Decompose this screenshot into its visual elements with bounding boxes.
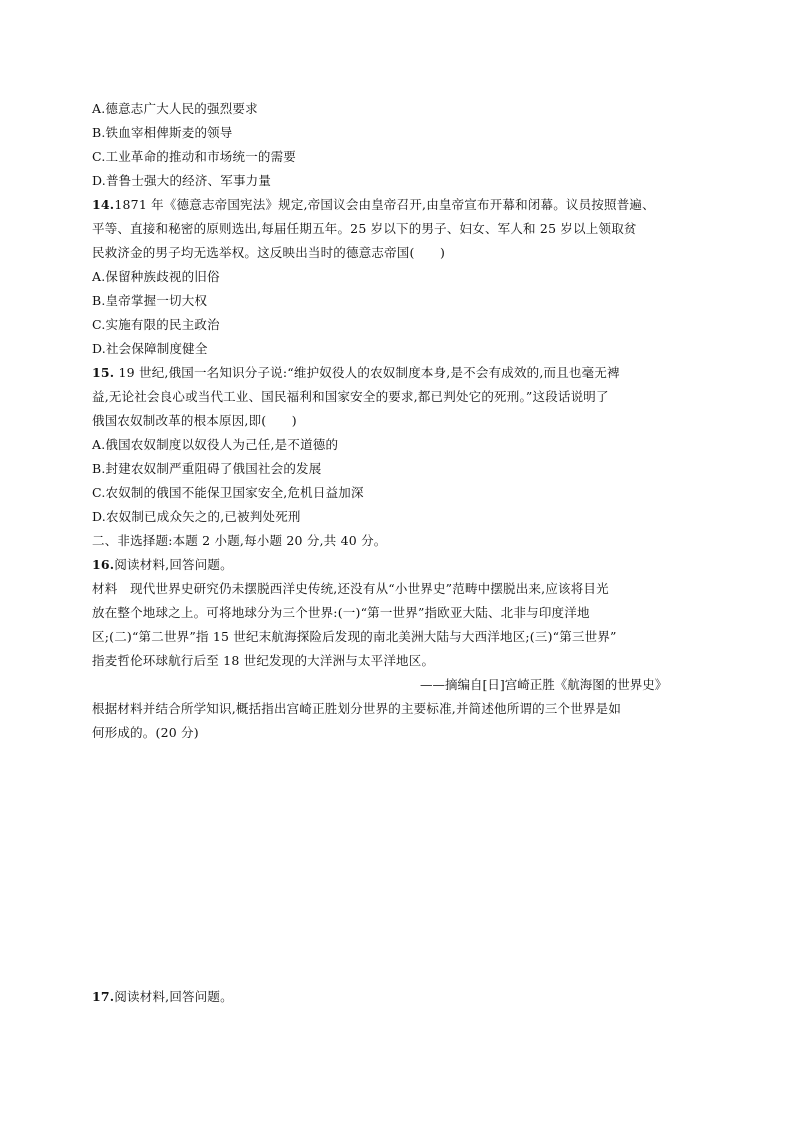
q16-material-line-4: 指麦哲伦环球航行后至 18 世纪发现的大洋洲与太平洋地区。 [92, 653, 435, 668]
q16-question-line-2: 何形成的。(20 分) [92, 725, 199, 740]
q14-line-2: 平等、直接和秘密的原则选出,每届任期五年。25 岁以下的男子、妇女、军人和 25 岁以上领取贫 [92, 221, 637, 236]
q13-option-d: D.普鲁士强大的经济、军事力量 [92, 173, 272, 188]
q14-line-1: 14.1871 年《德意志帝国宪法》规定,帝国议会由皇帝召开,由皇帝宣布开幕和闭幕。议员按照普遍、 [92, 197, 655, 212]
q15-option-c: C.农奴制的俄国不能保卫国家安全,危机日益加深 [92, 485, 364, 500]
q14-line-3: 民救济金的男子均无选举权。这反映出当时的德意志帝国( ) [92, 245, 446, 260]
q13-option-a: A.德意志广大人民的强烈要求 [92, 101, 258, 116]
section-2-heading: 二、非选择题:本题 2 小题,每小题 20 分,共 40 分。 [92, 533, 387, 548]
q15-line-2: 益,无论社会良心或当代工业、国民福利和国家安全的要求,都已判处它的死刑。”这段话说明了 [92, 389, 609, 404]
q15-option-a: A.俄国农奴制度以奴役人为己任,是不道德的 [92, 437, 339, 452]
q16-number: 16. [92, 557, 115, 572]
q15-number: 15. [92, 365, 115, 380]
q14-option-b: B.皇帝掌握一切大权 [92, 293, 208, 308]
q13-option-b: B.铁血宰相俾斯麦的领导 [92, 125, 233, 140]
q15-option-b: B.封建农奴制严重阻碍了俄国社会的发展 [92, 461, 322, 476]
q15-line-3: 俄国农奴制改革的根本原因,即( ) [92, 413, 297, 428]
q14-number: 14. [92, 197, 115, 212]
q16-material-line-3: 区;(二)“第二世界”指 15 世纪末航海探险后发现的南北美洲大陆与大西洋地区;(三)“第三世界” [92, 629, 617, 644]
q14-option-c: C.实施有限的民主政治 [92, 317, 220, 332]
q16-prompt: 16.阅读材料,回答问题。 [92, 557, 233, 572]
q16-question-line-1: 根据材料并结合所学知识,概括指出宫崎正胜划分世界的主要标准,并简述他所谓的三个世界是如 [92, 701, 622, 716]
q13-option-c: C.工业革命的推动和市场统一的需要 [92, 149, 296, 164]
q17-prompt: 17.阅读材料,回答问题。 [92, 989, 233, 1004]
q16-material-line-1: 材料 现代世界史研究仍未摆脱西洋史传统,还没有从“小世界史”范畴中摆脱出来,应该将目光 [92, 581, 609, 596]
q16-source-citation: ——摘编自[日]宫崎正胜《航海图的世界史》 [420, 677, 668, 692]
q14-option-a: A.保留种族歧视的旧俗 [92, 269, 220, 284]
q15-line-1: 15. 19 世纪,俄国一名知识分子说:“维护奴役人的农奴制度本身,是不会有成效的,而且也毫无裨 [92, 365, 620, 380]
q16-material-line-2: 放在整个地球之上。可将地球分为三个世界:(一)“第一世界”指欧亚大陆、北非与印度洋地 [92, 605, 590, 620]
q17-number: 17. [92, 989, 115, 1004]
q14-option-d: D.社会保障制度健全 [92, 341, 208, 356]
q15-option-d: D.农奴制已成众矢之的,已被判处死刑 [92, 509, 301, 524]
